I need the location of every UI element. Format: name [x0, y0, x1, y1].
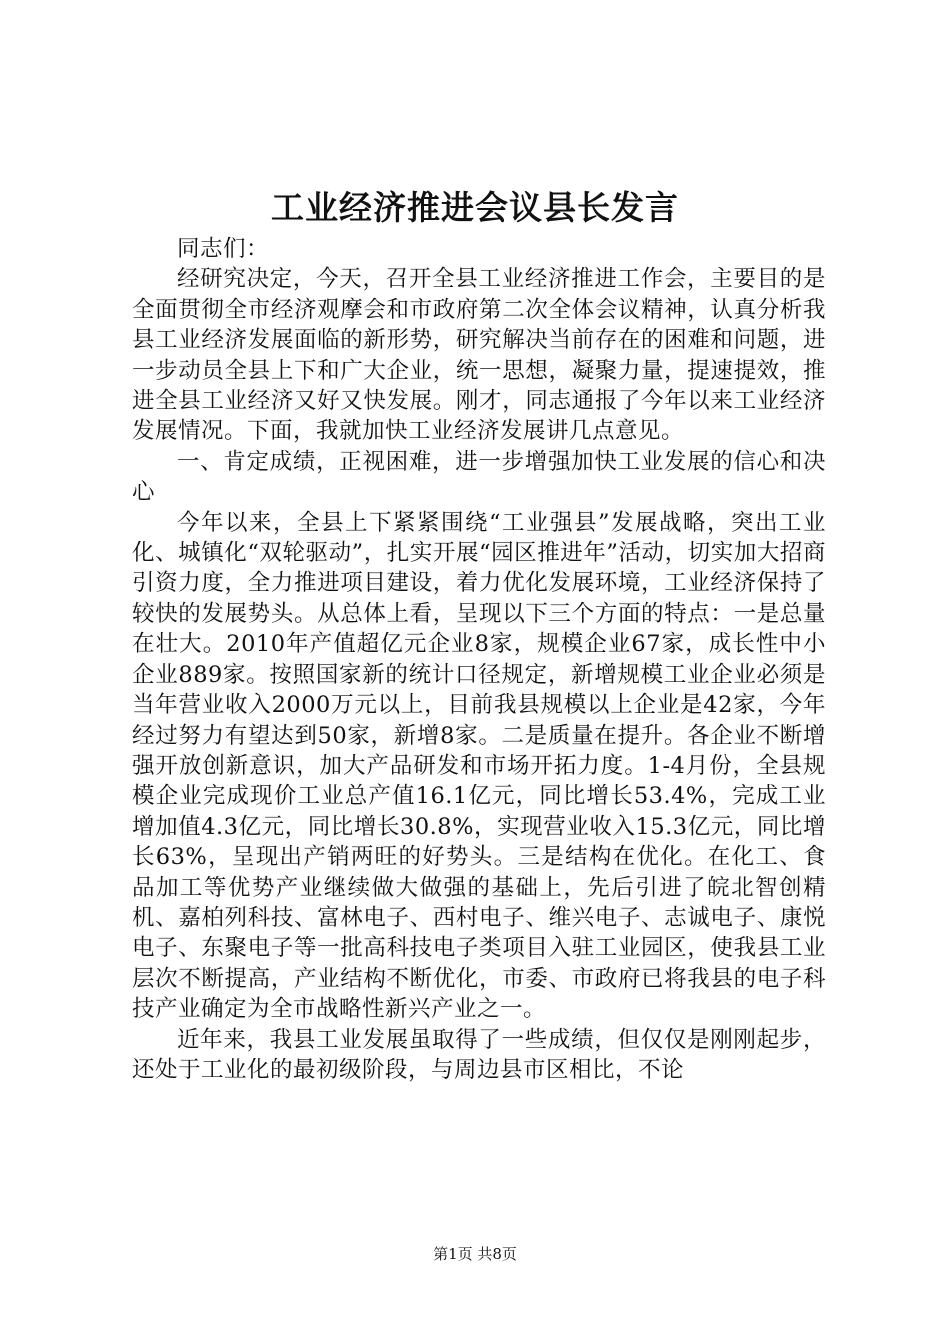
page-number-footer: 第1页 共8页	[433, 1245, 517, 1263]
document-body	[132, 234, 826, 1085]
document-title: 工业经济推进会议县长发言	[271, 188, 679, 227]
section-heading-1: 一、肯定成绩，正视困难，进一步增强加快工业发展的信心和决心	[132, 448, 826, 506]
intro-paragraph: 经研究决定，今天，召开全县工业经济推进工作会，主要目的是全面贯彻全市经济观摩会和市政府第二次全体会议精神，认真分析我县工业经济发展面临的新形势，研究解决当前存在的困难和问题，进一步动员全县上下和广大企业，统一思想，凝聚力量，提速提效，推进全县工业经济又好又快发展。刚才，同志通报了今年以来工业经济发展情况。下面，我就加快工业经济发展讲几点意见。	[132, 266, 826, 445]
achievements-paragraph: 今年以来，全县上下紧紧围绕“工业强县”发展战略，突出工业化、城镇化“双轮驱动”，扎实开展“园区推进年”活动，切实加大招商引资力度，全力推进项目建设，着力优化发展环境，工业经济保持了较快的发展势头。从总体上看，呈现以下三个方面的特点：一是总量在壮大。2010年产值超亿元企业8家，规模企业67家，成长性中小企业889家。按照国家新的统计口径规定，新增规模工业企业必须是当年营业收入2000万元以上，目前我县规模以上企业是42家，今年经过努力有望达到50家，新增8家。二是质量在提升。各企业不断增强开放创新意识，加大产品研发和市场开拓力度。1-4月份，全县规模企业完成现价工业总产值16.1亿元，同比增长53.4%，完成工业增加值4.3亿元，同比增长30.8%，实现营业收入15.3亿元，同比增长63%，呈现出产销两旺的好势头。三是结构在优化。在化工、食品加工等优势产业继续做大做强的基础上，先后引进了皖北智创精机、嘉柏列科技、富林电子、西村电子、维兴电子、志诚电子、康悦电子、东聚电子等一批高科技电子类项目入驻工业园区，使我县工业层次不断提高，产业结构不断优化，市委、市政府已将我县的电子科技产业确定为全市战略性新兴产业之一。	[132, 509, 826, 1023]
problems-paragraph: 近年来，我县工业发展虽取得了一些成绩，但仅仅是刚刚起步，还处于工业化的最初级阶段，与周边县市区相比，不论	[132, 1026, 826, 1083]
salutation-paragraph: 同志们：	[177, 236, 270, 262]
